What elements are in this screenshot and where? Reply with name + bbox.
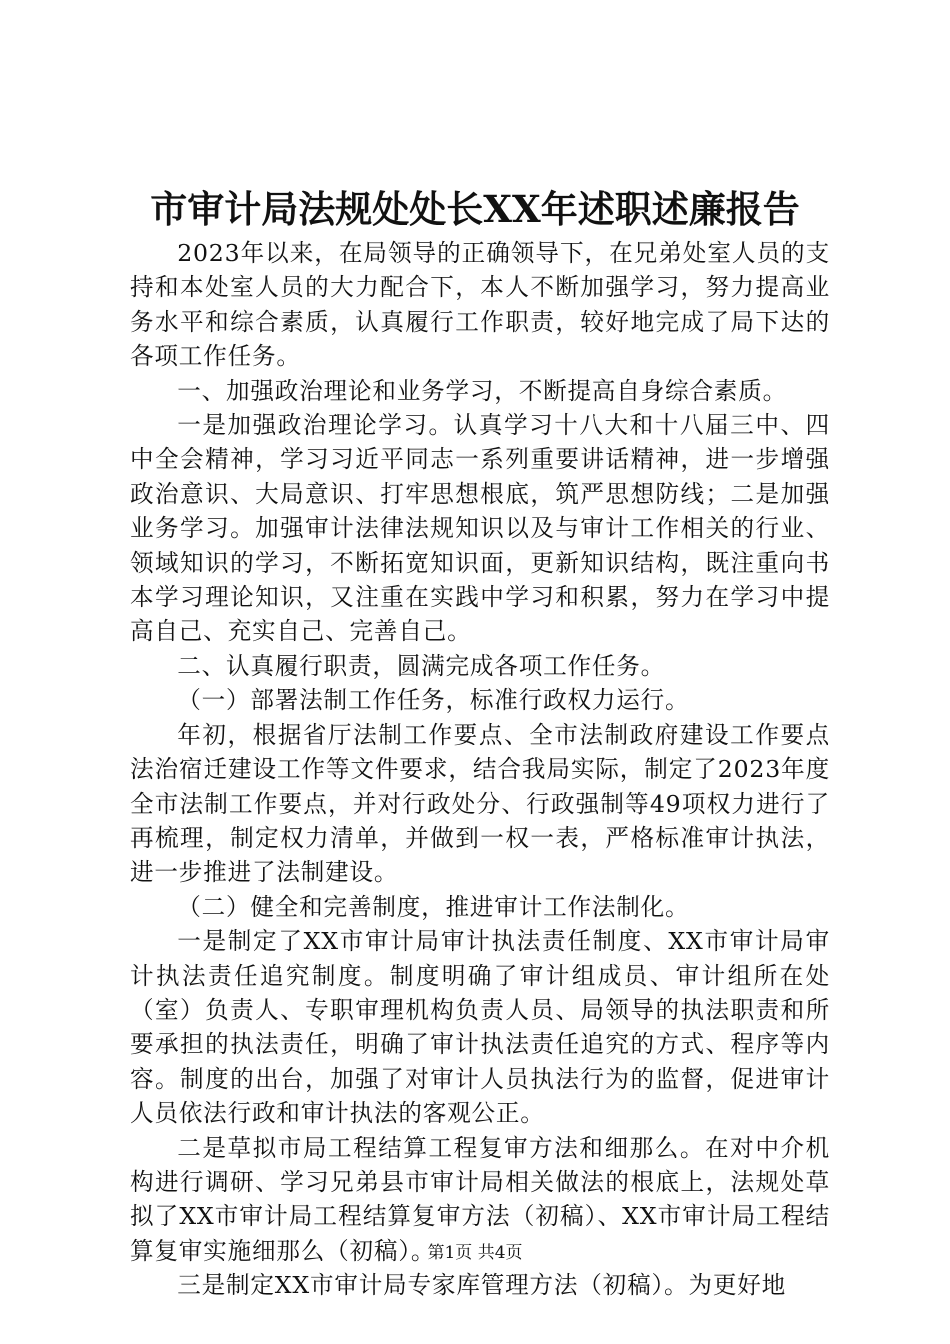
subheading-2-1: （一）部署法制工作任务，标准行政权力运行。 — [177, 686, 690, 715]
paragraph-review-methods: 二是草拟市局工程结算工程复审方法和细那么。在对中介机构进行调研、学习兄弟县市审计局相关做法的根底上，法规处草拟了XX市审计局工程结算复审方法（初稿）、XX市审计局工程结算复审实施细那么（初稿）。 — [130, 1133, 830, 1265]
paragraph-study: 一是加强政治理论学习。认真学习十八大和十八届三中、四中全会精神，学习习近平同志一系列重要讲话精神，进一步增强政治意识、大局意识、打牢思想根底，筑严思想防线；二是加强业务学习。加强审计法律法规知识以及与审计工作相关的行业、领域知识的学习，不断拓宽知识面，更新知识结构，既注重向书本学习理论知识，又注重在实践中学习和积累，努力在学习中提高自己、充实自己、完善自己。 — [130, 411, 830, 646]
paragraph-legal-work: 年初，根据省厅法制工作要点、全市法制政府建设工作要点法治宿迁建设工作等文件要求，结合我局实际，制定了2023年度全市法制工作要点，并对行政处分、行政强制等49项权力进行了再梳理，制定权力清单，并做到一权一表，严格标准审计执法，进一步推进了法制建设。 — [130, 720, 830, 887]
paragraph-expert-library: 三是制定XX市审计局专家库管理方法（初稿）。为更好地 — [177, 1271, 787, 1300]
document-body — [130, 236, 830, 1303]
heading-section-1: 一、加强政治理论和业务学习，不断提高自身综合素质。 — [177, 376, 788, 405]
heading-section-2: 二、认真履行职责，圆满完成各项工作任务。 — [177, 651, 666, 680]
paragraph-responsibility-system: 一是制定了XX市审计局审计执法责任制度、XX市审计局审计执法责任追究制度。制度明确了审计组成员、审计组所在处（室）负责人、专职审理机构负责人员、局领导的执法职责和所要承担的执法责任，明确了审计执法责任追究的方式、程序等内容。制度的出台，加强了对审计人员执法行为的监督，促进审计人员依法行政和审计执法的客观公正。 — [130, 927, 830, 1128]
page-number-footer: 第1页 共4页 — [427, 1243, 523, 1263]
paragraph-intro: 2023年以来，在局领导的正确领导下，在兄弟处室人员的支持和本处室人员的大力配合下，本人不断加强学习，努力提高业务水平和综合素质，认真履行工作职责，较好地完成了局下达的各项工作任务。 — [130, 239, 830, 371]
document-title: 市审计局法规处处长XX年述职述廉报告 — [150, 187, 800, 231]
subheading-2-2: （二）健全和完善制度，推进审计工作法制化。 — [177, 892, 690, 921]
